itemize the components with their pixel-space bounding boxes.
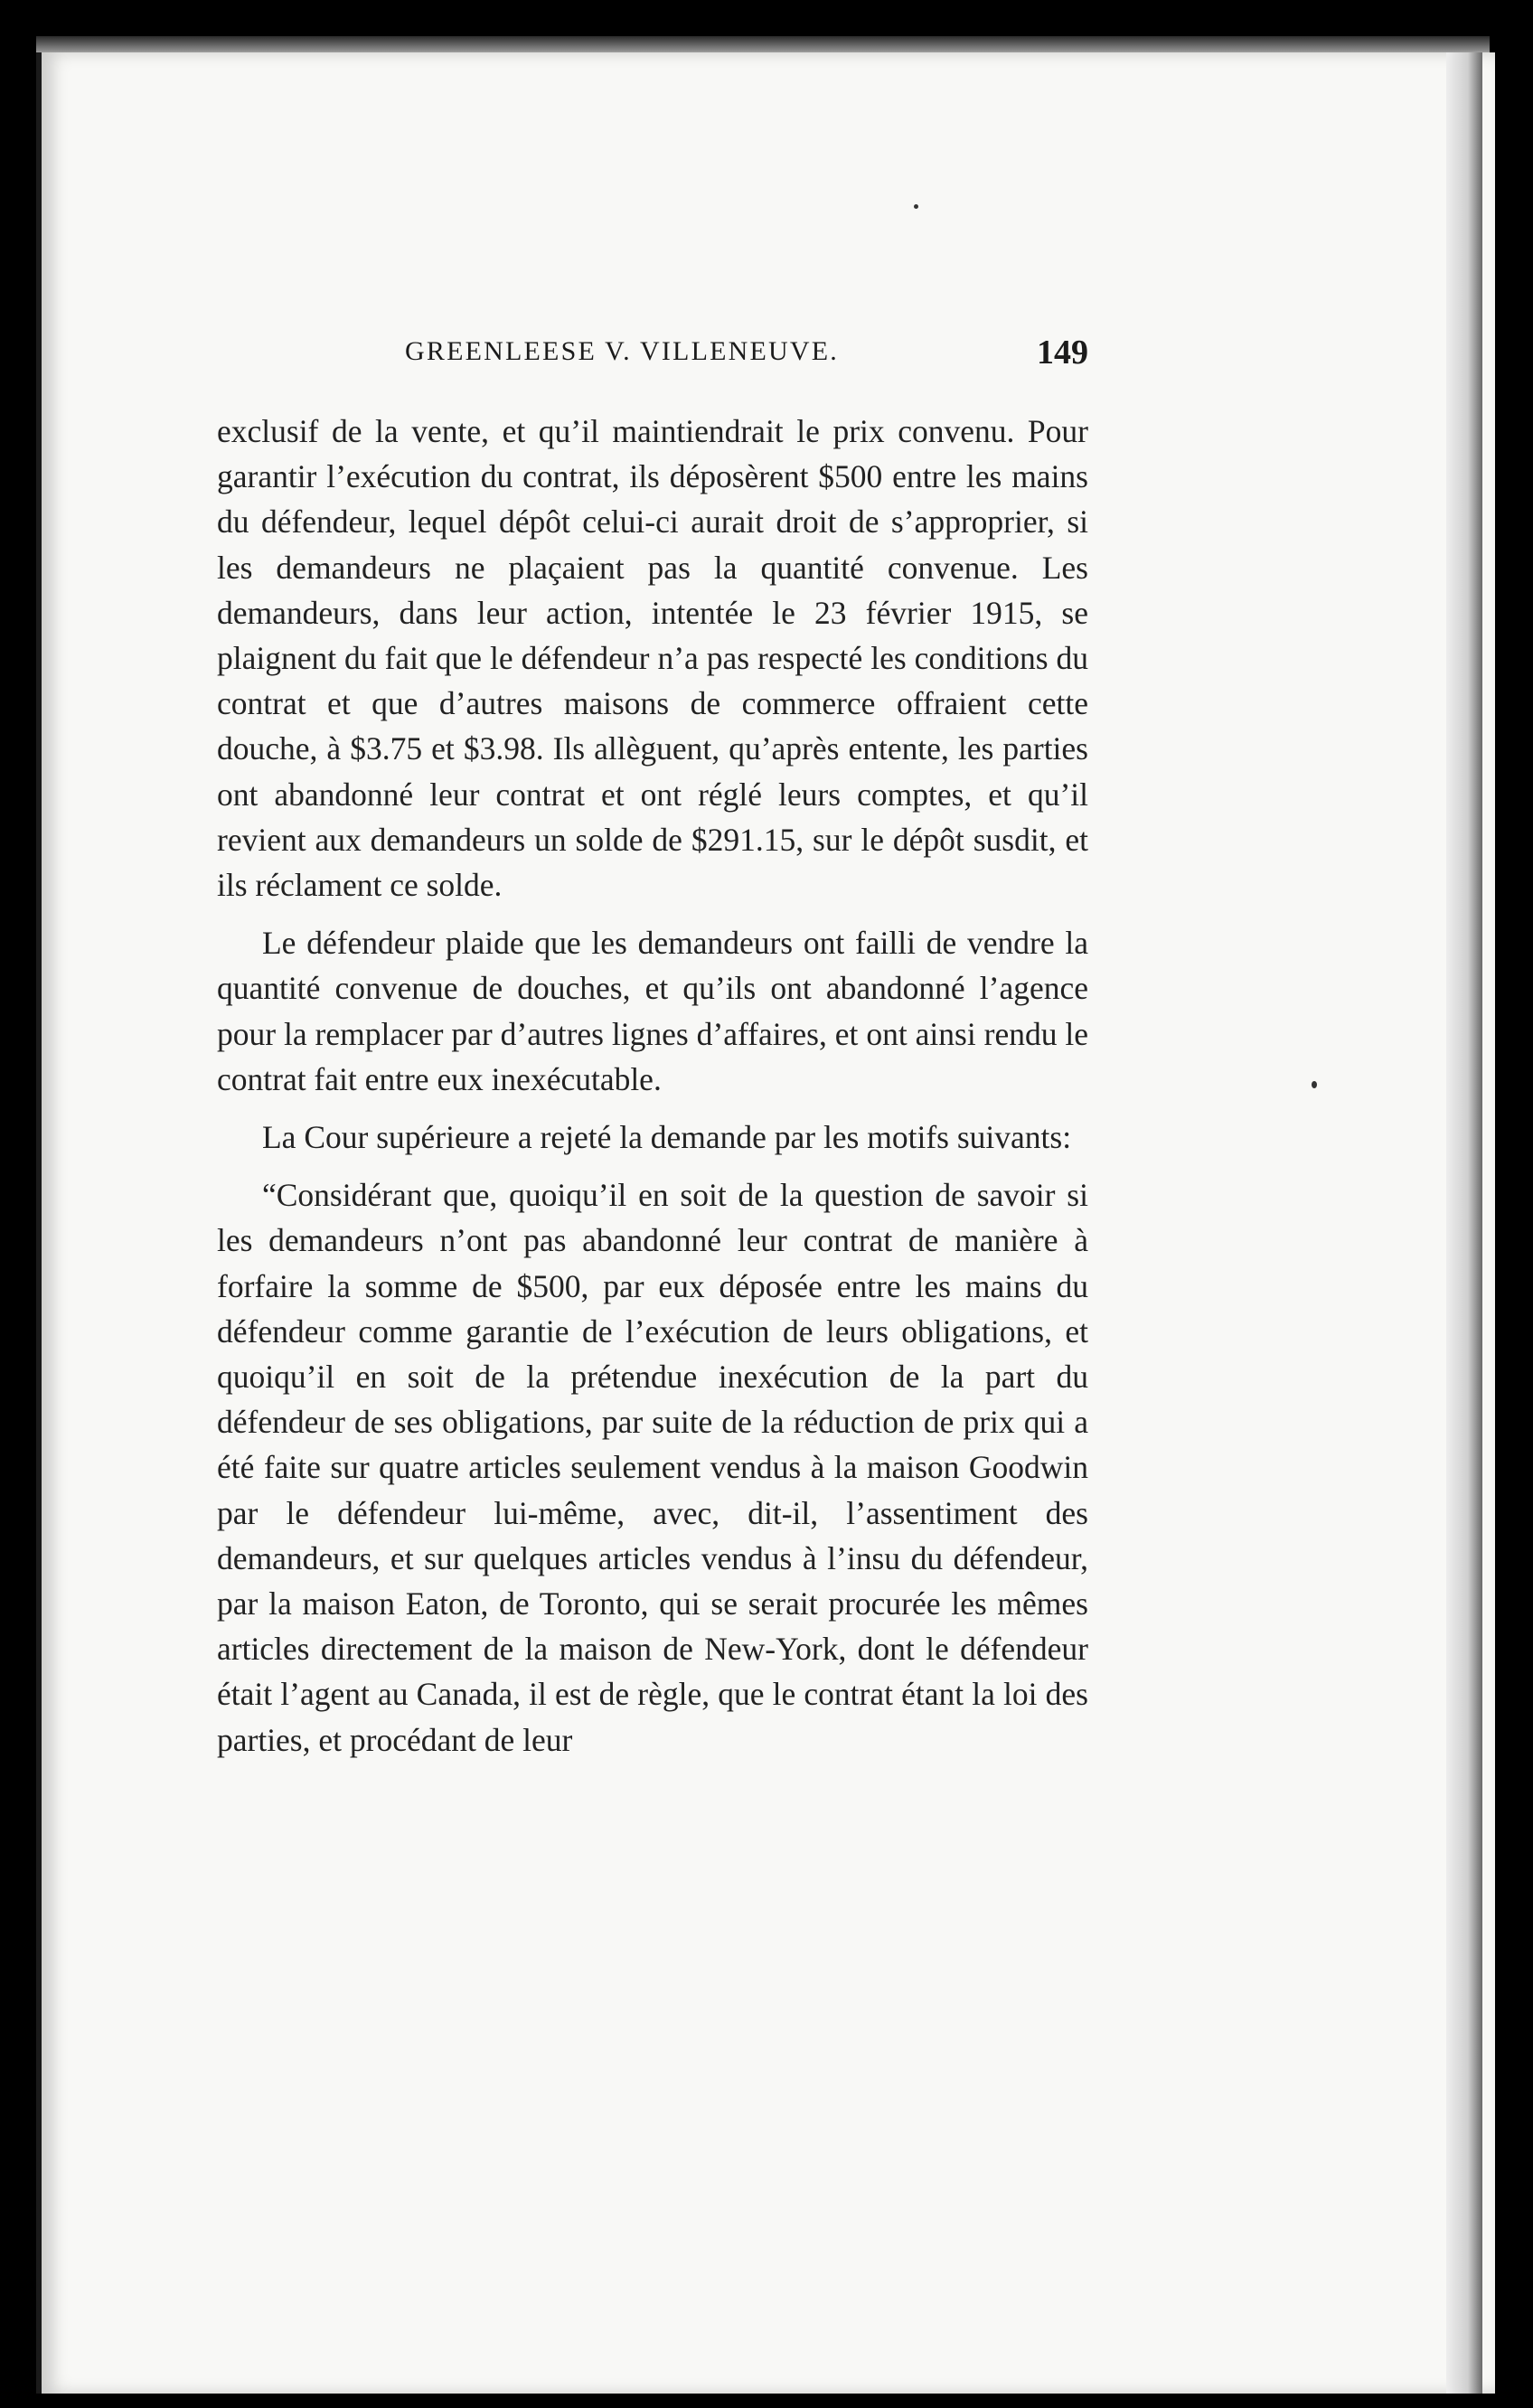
running-head — [405, 333, 1088, 381]
running-title: GREENLEESE V. VILLENEUVE. — [405, 336, 839, 366]
dust-speck — [1312, 1081, 1317, 1088]
paragraph-2: Le défendeur plaide que les demandeurs ont failli de vendre la quantité convenue de douches, et qu’ils ont abandonné l’agence pour la remplacer par d’autres lignes d’affaires, et ont ainsi rendu le contrat fait entre eux inexécutable. — [217, 925, 1088, 1097]
paragraph-1: exclusif de la vente, et qu’il maintiendrait le prix convenu. Pour garantir l’exécution du contrat, ils déposèrent $500 entre les mains du défendeur, lequel dépôt celui-ci aurait droit de s’approprier, si les demandeurs ne plaçaient pas la quantité convenue. Les demandeurs, dans leur action, intentée le 23 février 1915, se plaignent du fait que le défendeur n’a pas respecté les conditions du contrat et que d’autres maisons de commerce offraient cette douche, à $3.75 et $3.98. Ils allèguent, qu’après entente, les parties ont abandonné leur contrat et ont réglé leurs comptes, et qu’il revient aux demandeurs un solde de $291.15, sur le dépôt susdit, et ils réclament ce solde. — [217, 413, 1088, 904]
paragraph-3: La Cour supérieure a rejeté la demande par les motifs suivants: — [262, 1119, 1072, 1156]
body-text — [217, 409, 1088, 1763]
dust-speck — [914, 204, 918, 209]
page-right-edge — [1446, 52, 1482, 2394]
paragraph-4: “Considérant que, quoiqu’il en soit de la question de savoir si les demandeurs n’ont pas abandonné leur contrat de manière à forfaire la somme de $500, par eux déposée entre les mains du défendeur comme garantie de l’exécution de leurs obligations, et quoiqu’il en soit de la prétendue inexécution de la part du défendeur de ses obligations, par suite de la réduction de prix qui a été faite sur quatre articles seulement vendus à la maison Goodwin par le défendeur lui-même, avec, dit-il, l’assentiment des demandeurs, et sur quelques articles vendus à l’insu du défendeur, par la maison Eaton, de Toronto, qui se serait procurée les mêmes articles directement de la maison de New-York, dont le défendeur était l’agent au Canada, il est de règle, que le contrat étant la loi des parties, et procédant de leur — [217, 1177, 1088, 1758]
page-number: 149 — [1037, 334, 1088, 372]
